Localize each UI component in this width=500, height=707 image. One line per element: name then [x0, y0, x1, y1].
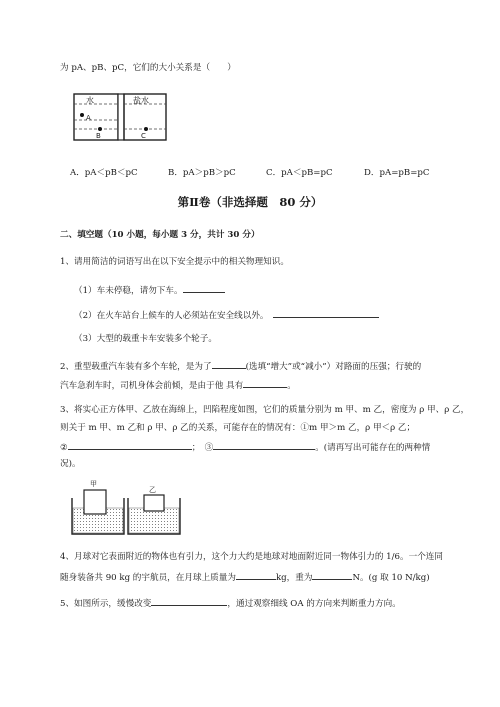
section-title: 第Ⅱ卷（非选择题 80 分）	[177, 195, 323, 209]
q3-line1: 3、将实心正方体甲、乙放在海绵上，凹陷程度如图，它们的质量分别为 m 甲、m 乙，密度为 ρ 甲、ρ 乙，	[60, 405, 470, 415]
q2-text-b: (选填“增大”或“减小”）对路面的压强；行驶的	[245, 362, 422, 372]
right-sponge	[129, 508, 179, 533]
q1-sub2-text: （2）在火车站台上候车的人必须站在安全线以外。	[74, 311, 269, 321]
q4-text-b: kg，重为	[275, 573, 313, 583]
q3-line3	[60, 440, 430, 454]
cube-yi	[144, 495, 164, 511]
q3-text-a: ②	[60, 443, 68, 453]
q3-text-c: 。(请再写出可能存在的两种情	[315, 443, 431, 453]
q4-line2	[60, 570, 430, 584]
q2-line1	[60, 359, 421, 373]
q3-line2: 则关于 m 甲、m 乙和 ρ 甲、ρ 乙的关系，可能存在的情况有：①m 甲＞m 乙，ρ 甲＜ρ 乙；	[60, 423, 416, 433]
cube-yi-label: 乙	[149, 486, 156, 494]
point-b-label: B	[96, 132, 101, 140]
point-c-marker	[144, 127, 148, 131]
q4-mass-blank[interactable]	[236, 570, 276, 580]
option-d: D．pA=pB=pC	[364, 168, 430, 178]
q2-text-a: 2、重型载重汽车装有多个车轮，是为了	[60, 362, 212, 372]
q1-sub1-text: （1）车未停稳，请勿下车。	[74, 286, 183, 296]
q2-answer-blank-1[interactable]	[212, 359, 246, 369]
salt-water-label: 盐水	[133, 96, 149, 105]
q4-text-c: N。(g 取 10 N/kg)	[352, 573, 430, 583]
q3-text-b: ； ③	[191, 443, 214, 453]
option-b: B．pA＞pB＞pC	[168, 168, 236, 178]
cube-jia	[84, 490, 106, 514]
option-a: A．pA＜pB＜pC	[70, 168, 138, 178]
q2-text-d: 。	[287, 381, 296, 391]
point-a-label: A	[86, 114, 91, 122]
question-stem-prev: 为 pA、pB、pC，它们的大小关系是（ ）	[60, 63, 236, 73]
part-heading: 二、填空题（10 小题，每小题 3 分，共计 30 分）	[60, 230, 260, 240]
option-c: C．pA＜pB=pC	[266, 168, 333, 178]
q2-text-c: 汽车急刹车时，司机身体会前倾，是由于他 具有	[60, 381, 244, 391]
q1-sub1	[74, 283, 225, 297]
pressure-containers-figure	[70, 90, 170, 142]
q5-line	[60, 596, 401, 610]
q1-sub2-answer-blank[interactable]	[273, 308, 379, 318]
q2-line2	[60, 378, 296, 392]
q5-answer-blank[interactable]	[151, 596, 227, 606]
water-label: 水	[86, 96, 94, 105]
q1-sub2	[74, 308, 379, 322]
sponge-cubes-figure	[70, 478, 182, 536]
point-b-marker	[98, 127, 102, 131]
q1-sub1-answer-blank[interactable]	[183, 283, 225, 293]
q3-answer-blank-3[interactable]	[213, 440, 315, 450]
q1-sub3-text: （3）大型的载重卡车安装多个轮子。	[74, 334, 217, 344]
q3-answer-blank-2[interactable]	[68, 440, 192, 450]
q1-sub3	[74, 333, 217, 345]
q1-stem: 1、请用简洁的词语写出在以下安全提示中的相关物理知识。	[60, 257, 289, 267]
q5-text-a: 5、如图所示，缓慢改变	[60, 599, 152, 609]
point-a-marker	[80, 113, 84, 117]
q3-line4: 况)。	[60, 459, 81, 469]
cube-jia-label: 甲	[90, 480, 97, 488]
q4-line1: 4、月球对它表面附近的物体也有引力，这个力大约是地球对地面附近同一物体引力的 1/6。一个连同	[60, 552, 443, 562]
q4-text-a: 随身装备共 90 kg 的宇航员，在月球上质量为	[60, 573, 236, 583]
q4-weight-blank[interactable]	[312, 570, 352, 580]
point-c-label: C	[141, 132, 146, 140]
q2-answer-blank-2[interactable]	[243, 378, 287, 388]
q5-text-b: ，通过观察细线 OA 的方向来判断重力方向。	[227, 599, 401, 609]
